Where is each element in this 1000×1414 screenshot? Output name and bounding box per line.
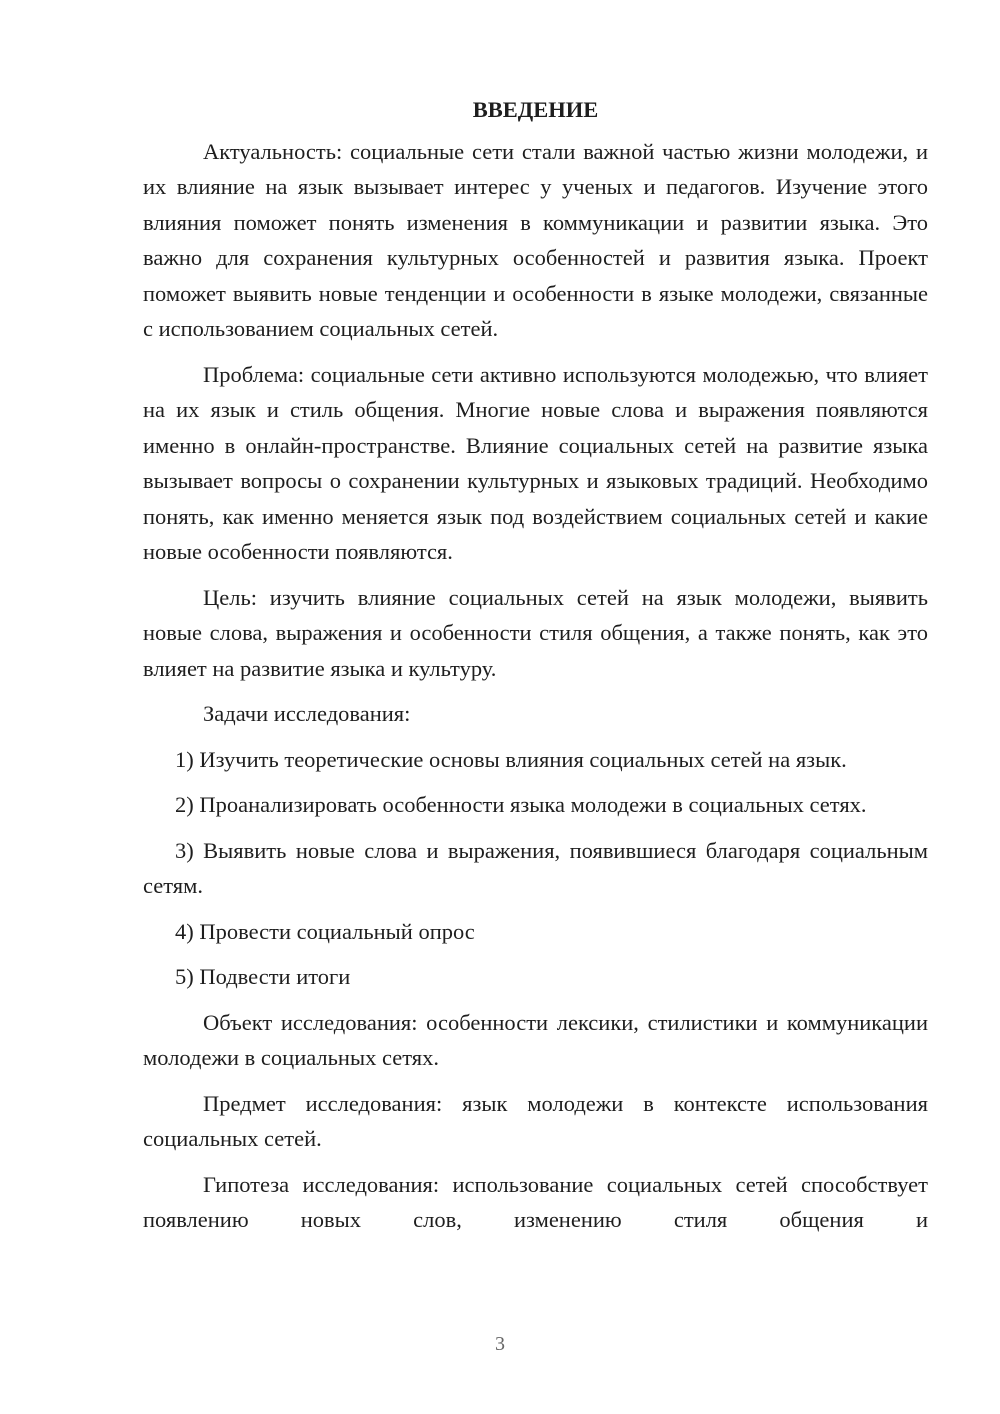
task-item: 3) Выявить новые слова и выражения, появившиеся благодаря социальным сетям. — [143, 837, 928, 898]
paragraph-problem: Проблема: социальные сети активно используются молодежью, что влияет на их язык и стиль общения. Многие новые слова и выражения появляются именно в онлайн-пространстве. Влияние социальных сетей на развитие языка вызывает вопросы о сохранении культурных и языковых традиций. Необходимо понять, как именно меняется язык под воздействием социальных сетей и какие новые особенности появляются. — [143, 361, 928, 564]
task-item: 5) Подвести итоги — [175, 964, 351, 989]
task-item: 2) Проанализировать особенности языка молодежи в социальных сетях. — [175, 792, 867, 817]
document-page — [143, 92, 928, 1248]
page-number: 3 — [495, 1333, 505, 1355]
task-item: 4) Провести социальный опрос — [175, 918, 475, 944]
paragraph-tasks-heading: Задачи исследования: — [203, 701, 411, 726]
paragraph-object: Объект исследования: особенности лексики, стилистики и коммуникации молодежи в социальных сетях. — [143, 1009, 928, 1070]
paragraph-relevance: Актуальность: социальные сети стали важной частью жизни молодежи, и их влияние на язык вызывает интерес у ученых и педагогов. Изучение этого влияния поможет понять изменения в коммуникации и развитии языка. Это важно для сохранения культурных особенностей и развития языка. Проект поможет выявить новые тенденции и особенности в языке молодежи, связанные с использованием социальных сетей. — [143, 138, 928, 341]
paragraph-subject: Предмет исследования: язык молодежи в контексте использования социальных сетей. — [143, 1090, 928, 1151]
section-title: ВВЕДЕНИЕ — [472, 97, 599, 122]
paragraph-goal: Цель: изучить влияние социальных сетей на язык молодежи, выявить новые слова, выражения и особенности стиля общения, а также понять, как это влияет на развитие языка и культуру. — [143, 584, 928, 681]
paragraph-hypothesis: Гипотеза исследования: использование социальных сетей способствует появлению новых слов, изменению стиля общения и — [143, 1171, 928, 1232]
task-item: 1) Изучить теоретические основы влияния социальных сетей на язык. — [175, 746, 847, 772]
